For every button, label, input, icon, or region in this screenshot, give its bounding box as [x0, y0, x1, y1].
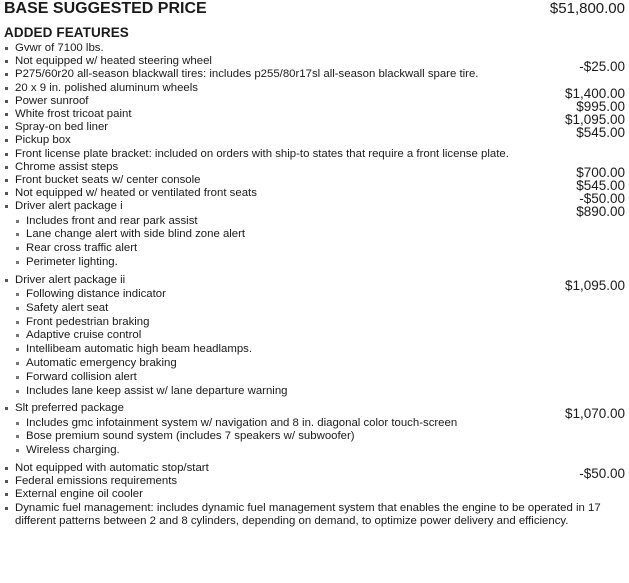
features-list	[4, 42, 625, 528]
feature-subitem	[15, 444, 625, 458]
feature-item	[4, 160, 625, 180]
bullet-icon	[5, 467, 8, 470]
feature-subitem	[15, 215, 625, 229]
bullet-icon	[16, 362, 19, 365]
bullet-icon	[5, 60, 8, 63]
feature-row	[15, 273, 625, 293]
feature-price: $1,095.00	[564, 112, 625, 128]
bullet-icon	[5, 139, 8, 142]
feature-price: $1,095.00	[564, 277, 625, 293]
feature-subitem	[15, 242, 625, 256]
feature-item	[4, 148, 625, 161]
subitem-label: Includes front and rear park assist	[26, 214, 198, 227]
feature-subitem	[15, 343, 625, 357]
feature-label: Chrome assist steps	[15, 160, 119, 173]
feature-label: Driver alert package ii	[15, 273, 126, 286]
subitem-label: Lane change alert with side blind zone alert	[26, 228, 246, 241]
feature-subitem	[15, 385, 625, 399]
feature-label: Driver alert package i	[15, 200, 123, 213]
subitem-label: Wireless charging.	[26, 444, 120, 457]
bullet-icon	[16, 321, 19, 324]
feature-subitems	[15, 417, 625, 458]
feature-label: White frost tricoat paint	[15, 108, 132, 121]
feature-price: $1,070.00	[564, 406, 625, 422]
feature-item	[4, 134, 625, 147]
bullet-icon	[5, 153, 8, 156]
subitem-label: Front pedestrian braking	[26, 315, 150, 328]
feature-subitem	[15, 256, 625, 270]
feature-item	[4, 502, 625, 528]
bullet-icon	[5, 493, 8, 496]
bullet-icon	[5, 100, 8, 103]
bullet-icon	[5, 73, 8, 76]
feature-subitem	[15, 316, 625, 330]
subitem-label: Following distance indicator	[26, 288, 166, 301]
feature-item	[4, 475, 625, 488]
subitem-label: Perimeter lighting.	[26, 256, 118, 269]
base-price-row	[4, 0, 625, 18]
bullet-icon	[5, 47, 8, 50]
subitem-label: Includes gmc infotainment system w/ navigation and 8 in. diagonal color touch-screen	[26, 416, 458, 429]
feature-subitem	[15, 329, 625, 343]
feature-item	[4, 94, 625, 114]
feature-subitem	[15, 417, 625, 431]
feature-row	[15, 68, 625, 81]
bullet-icon	[5, 87, 8, 90]
feature-label: Front bucket seats w/ center console	[15, 174, 201, 187]
feature-price: $545.00	[576, 125, 625, 141]
bullet-icon	[16, 307, 19, 310]
bullet-icon	[5, 279, 8, 282]
subitem-label: Forward collision alert	[26, 370, 137, 383]
bullet-icon	[16, 293, 19, 296]
bullet-icon	[16, 220, 19, 223]
subitem-label: Intellibeam automatic high beam headlamps.	[26, 343, 253, 356]
feature-subitem	[15, 228, 625, 242]
feature-row	[15, 502, 625, 528]
feature-label: Federal emissions requirements	[15, 475, 178, 488]
bullet-icon	[5, 192, 8, 195]
bullet-icon	[5, 507, 8, 510]
feature-row	[15, 94, 625, 114]
bullet-icon	[16, 422, 19, 425]
feature-label: External engine oil cooler	[15, 488, 143, 501]
feature-label: P275/60r20 all-season blackwall tires: includes p255/80r17sl all-season blackwall spare tire.	[15, 68, 479, 81]
feature-label: Gvwr of 7100 lbs.	[15, 42, 104, 54]
feature-row	[15, 160, 625, 180]
bullet-icon	[5, 205, 8, 208]
feature-price: $995.00	[576, 98, 625, 114]
feature-subitem	[15, 288, 625, 302]
feature-row	[15, 200, 625, 220]
bullet-icon	[5, 179, 8, 182]
feature-subitem	[15, 371, 625, 385]
added-features-heading: ADDED FEATURES	[4, 25, 129, 40]
bullet-icon	[5, 407, 8, 410]
feature-row	[15, 134, 625, 147]
bullet-icon	[16, 334, 19, 337]
base-price-title: BASE SUGGESTED PRICE	[4, 0, 207, 17]
feature-item	[4, 402, 625, 458]
subitem-label: Automatic emergency braking	[26, 357, 177, 370]
bullet-icon	[16, 233, 19, 236]
feature-row	[15, 148, 625, 161]
feature-item	[4, 462, 625, 481]
bullet-icon	[16, 390, 19, 393]
feature-item	[4, 68, 625, 81]
feature-row	[15, 402, 625, 422]
bullet-icon	[16, 449, 19, 452]
feature-price: $700.00	[576, 164, 625, 180]
feature-label: Dynamic fuel management: includes dynamic fuel management system that enables the engine to be operated in 17 different patterns between 2 and 8 cylinders, depending on demand, to optimize power delivery and efficiency.	[15, 501, 601, 527]
feature-label: Not equipped w/ heated or ventilated front seats	[15, 187, 257, 200]
feature-label: Front license plate bracket: included on orders with ship-to states that require a front license plate.	[15, 147, 509, 160]
bullet-icon	[16, 376, 19, 379]
feature-label: Slt preferred package	[15, 402, 124, 415]
bullet-icon	[5, 480, 8, 483]
feature-label: Not equipped with automatic stop/start	[15, 462, 209, 474]
subitem-label: Bose premium sound system (includes 7 speakers w/ subwoofer)	[26, 430, 355, 443]
feature-label: Not equipped w/ heated steering wheel	[15, 55, 212, 68]
subitem-label: Safety alert seat	[26, 301, 109, 314]
feature-subitem	[15, 357, 625, 371]
feature-subitem	[15, 302, 625, 316]
subitem-label: Adaptive cruise control	[26, 329, 142, 342]
feature-subitems	[15, 288, 625, 398]
feature-label: 20 x 9 in. polished aluminum wheels	[15, 81, 198, 94]
bullet-icon	[5, 126, 8, 129]
bullet-icon	[16, 261, 19, 264]
feature-price: $545.00	[576, 178, 625, 194]
subitem-label: Includes lane keep assist w/ lane departure warning	[26, 384, 288, 397]
bullet-icon	[5, 166, 8, 169]
base-price-value: $51,800.00	[549, 0, 625, 17]
subitem-label: Rear cross traffic alert	[26, 242, 138, 255]
feature-price: -$50.00	[579, 466, 625, 481]
feature-row	[15, 488, 625, 501]
feature-item	[4, 200, 625, 269]
feature-label: Pickup box	[15, 134, 71, 147]
bullet-icon	[16, 247, 19, 250]
feature-price: -$25.00	[579, 59, 625, 75]
feature-subitems	[15, 215, 625, 270]
bullet-icon	[16, 435, 19, 438]
feature-label: Spray-on bed liner	[15, 121, 109, 134]
feature-item	[4, 42, 625, 55]
feature-row	[15, 42, 625, 55]
feature-price: -$50.00	[579, 191, 625, 207]
feature-row	[15, 462, 625, 481]
feature-item	[4, 274, 625, 399]
feature-item	[4, 488, 625, 501]
feature-subitem	[15, 430, 625, 444]
feature-row	[15, 475, 625, 488]
feature-price: $890.00	[576, 204, 625, 220]
feature-label: Power sunroof	[15, 94, 89, 107]
bullet-icon	[5, 113, 8, 116]
bullet-icon	[16, 348, 19, 351]
feature-price: $1,400.00	[564, 85, 625, 101]
